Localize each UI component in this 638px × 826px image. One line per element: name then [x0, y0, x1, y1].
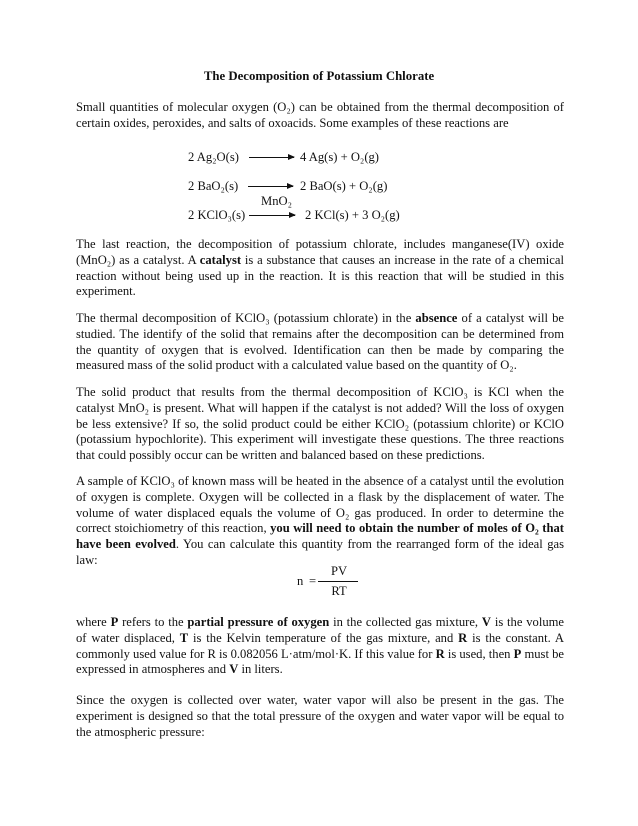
catalyst-term: catalyst	[199, 252, 242, 267]
reaction-arrow	[249, 215, 295, 216]
procedure-paragraph: A sample of KClO₃ of known mass will be heated in the absence of a catalyst until the evolution of oxygen is complete. Oxygen will be collected in a flask by the displacement of water. The volume of water displaced equals the volume of O₂ gas produced. In order to determine the correct stoichiometry of this reaction, you will need to obtain the number of moles of O₂ that have been evolved. You can calculate this quantity from the rearranged form of the ideal gas law:	[76, 474, 564, 567]
reaction-2-reactants: 2 BaO₂(s)	[188, 179, 239, 193]
water-vapor-paragraph: Since the oxygen is collected over water, water vapor will also be present in the gas. The experiment is designed so that the total pressure of the oxygen and water vapor will be equal to the atmospheric pressure:	[76, 693, 564, 739]
product-paragraph: The solid product that results from the thermal decomposition of KClO₃ is KCl when the catalyst MnO₂ is present. What will happen if the catalyst is not added? Will the loss of oxygen be less extensive? If so, the solid product could be either KClO₂ (potassium chlorite) or KClO (potassium hypochlorite). This experiment will investigate these questions. The three reactions that could possibly occur can be written and balanced based on these predictions.	[76, 385, 564, 463]
reaction-3-reactants: 2 KClO₃(s)	[188, 208, 246, 222]
equation-denominator: RT	[331, 584, 347, 598]
absence-term: absence	[415, 311, 458, 325]
equation-equals: =	[309, 574, 317, 588]
intro-paragraph: Small quantities of molecular oxygen (O₂) can be obtained from the thermal decomposition of certain oxides, peroxides, and salts of oxoacids. Some examples of these reactions are	[76, 100, 564, 130]
reaction-2-products: 2 BaO(s) + O₂(g)	[300, 179, 388, 193]
catalyst-paragraph: The last reaction, the decomposition of potassium chlorate, includes manganese(IV) oxide (MnO₂) as a catalyst. A catalyst is a substance that causes an increase in the rate of a chemical reaction without being used up in the reaction. It is this reaction that will be studied in this experiment.	[76, 237, 564, 299]
equation-numerator: PV	[330, 564, 348, 578]
page-title: The Decomposition of Potassium Chlorate	[203, 69, 435, 83]
reaction-arrow	[249, 157, 294, 158]
equation-lhs: n	[297, 574, 304, 588]
reaction-3-products: 2 KCl(s) + 3 O₂(g)	[305, 208, 400, 222]
absence-paragraph: The thermal decomposition of KClO₃ (potassium chlorate) in the absence of a catalyst will be studied. The identify of the solid that remains after the decomposition can be determined from the quantity of oxygen that is evolved. Identification can then be made by comparing the measured mass of the solid product with a calculated value based on the quantity of O₂.	[76, 311, 565, 373]
reaction-arrow	[248, 186, 293, 187]
reaction-1-products: 4 Ag(s) + O₂(g)	[300, 150, 379, 164]
fraction-bar	[318, 581, 358, 582]
reaction-1-reactants: 2 Ag₂O(s)	[188, 150, 239, 164]
variables-paragraph: where P refers to the partial pressure of oxygen in the collected gas mixture, V is the volume of water displaced, T is the Kelvin temperature of the gas mixture, and R is the constant. A commonly used value for R is 0.082056 L·atm/mol·K. If this value for R is used, then P must be expressed in atmospheres and V in liters.	[76, 615, 565, 677]
moles-emphasis: you will need to obtain the number of moles of O₂ that have been evolved	[76, 521, 564, 552]
catalyst-label: MnO₂	[261, 194, 292, 208]
